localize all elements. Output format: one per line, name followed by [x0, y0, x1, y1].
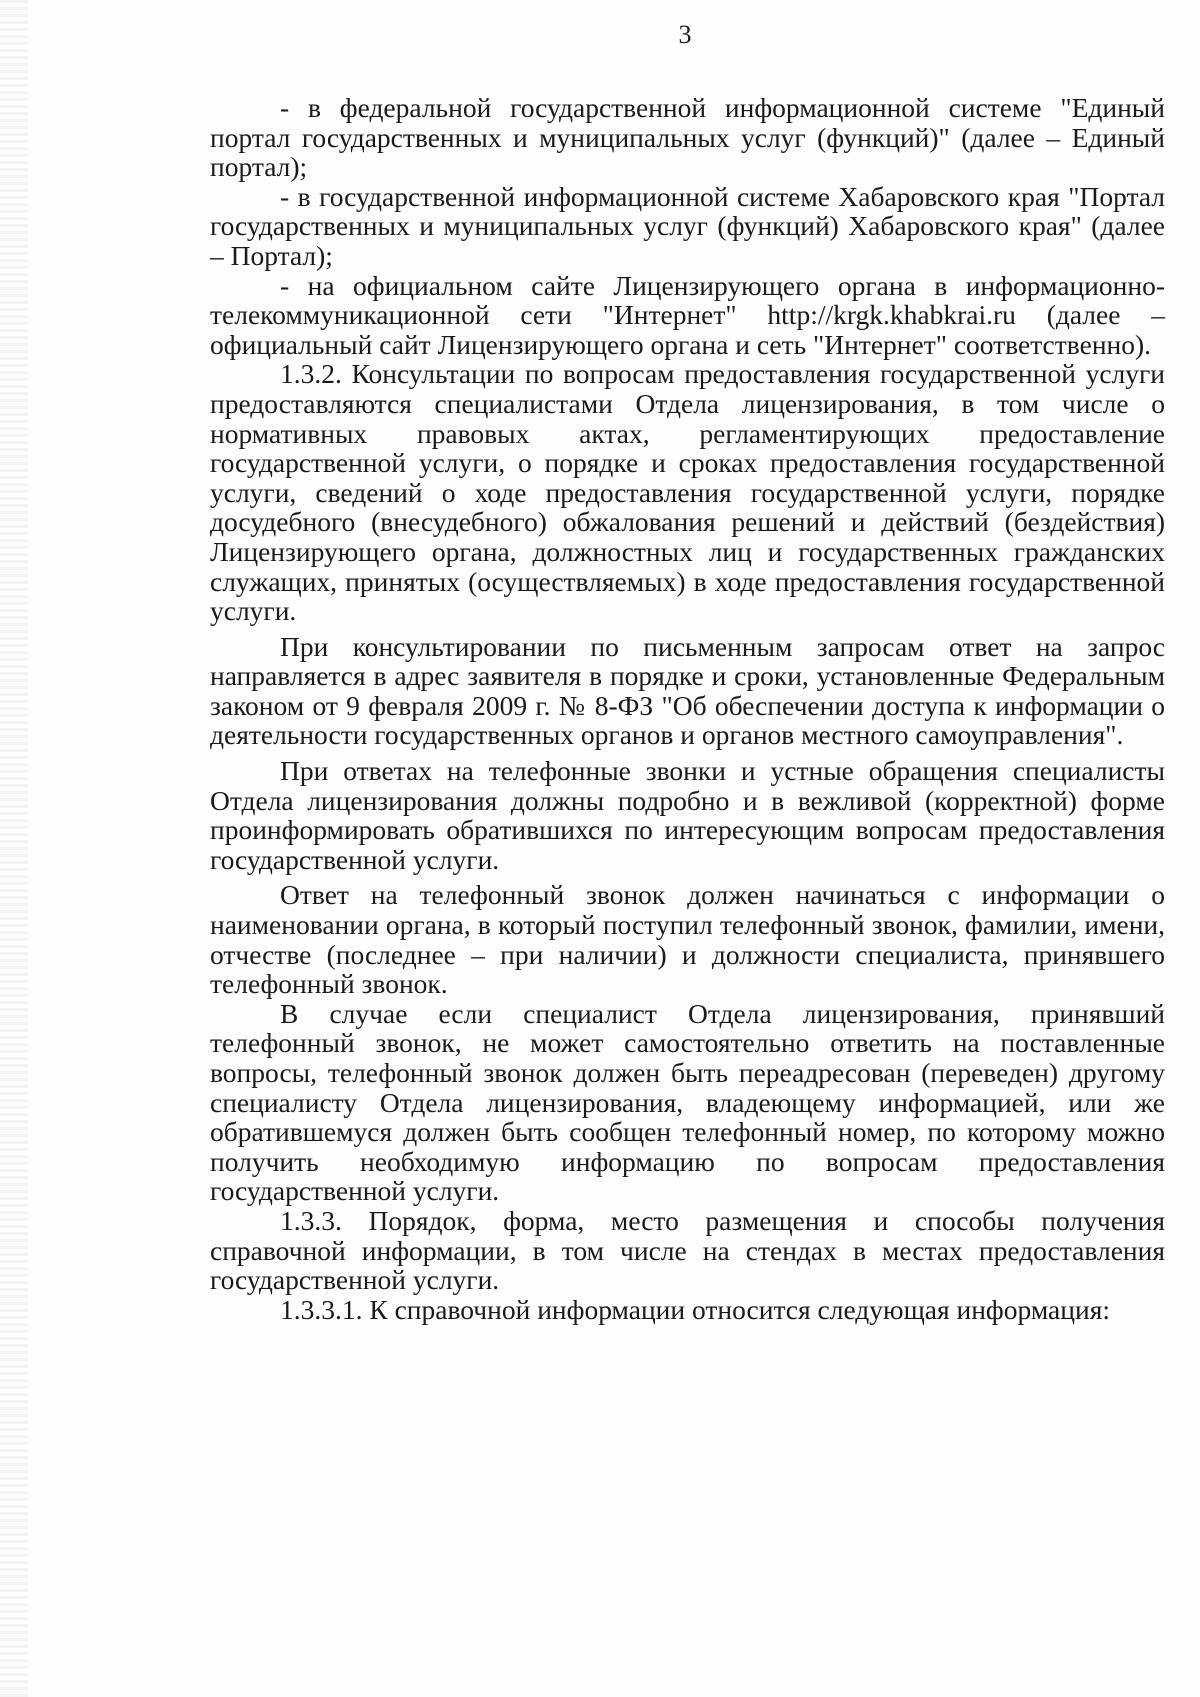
paragraph-call-answer: Ответ на телефонный звонок должен начинаться с информации о наименовании органа, в который поступил телефонный звонок, фамилии, имени, отчестве (последнее – при наличии) и должности специалиста, принявшего телефонный звонок. [210, 879, 1165, 1000]
paragraph-1-3-3-1-reference-list: 1.3.3.1. К справочной информации относится следующая информация: [280, 1293, 1110, 1325]
scan-edge-artifact [0, 0, 28, 1697]
paragraph-written-requests: При консультировании по письменным запросам ответ на запрос направляется в адрес заявителя в порядке и сроки, установленные Федеральным законом от 9 февраля 2009 г. № 8-ФЗ "Об обеспечении доступа к информации о деятельности государственных органов и органов местного самоуправления". [210, 630, 1165, 751]
document-body [210, 93, 1165, 1324]
paragraph-1-3-3-reference-info: 1.3.3. Порядок, форма, место размещения и способы получения справочной информации, в том числе на стендах в местах предоставления государственной услуги. [210, 1204, 1165, 1296]
paragraph-list-item-official-site: - на официальном сайте Лицензирующего органа в информационно-телекоммуникационной сети "Интернет" http://krgk.khabkrai.ru (далее – официальный сайт Лицензирующего органа и сеть "Интернет" соответственно). [210, 269, 1165, 360]
paragraph-list-item-regional-portal: - в государственной информационной системе Хабаровского края "Портал государственных и муниципальных услуг (функций) Хабаровского края" (далее – Портал); [210, 180, 1165, 271]
paragraph-phone-calls: При ответах на телефонные звонки и устные обращения специалисты Отдела лицензирования должны подробно и в вежливой (корректной) форме проинформировать обратившихся по интересующим вопросам предоставления государственной услуги. [210, 755, 1165, 875]
paragraph-call-redirect: В случае если специалист Отдела лицензирования, принявший телефонный звонок, не может самостоятельно ответить на поставленные вопросы, телефонный звонок должен быть переадресован (переведен) другому специалисту Отдела лицензирования, владеющему информацией, или же обратившемуся должен быть сообщен телефонный номер, по которому можно получить необходимую информацию по вопросам предоставления государственной услуги. [210, 997, 1165, 1207]
paragraph-1-3-2-consultations: 1.3.2. Консультации по вопросам предоставления государственной услуги предоставляются специалистами Отдела лицензирования, в том числе о нормативных правовых актах, регламентирующих предоставление государственной услуги, о порядке и сроках предоставления государственной услуги, сведений о ходе предоставления государственной услуги, порядке досудебного (внесудебного) обжалования решений и действий (бездействия) Лицензирующего органа, должностных лиц и государственных гражданских служащих, принятых (осуществляемых) в ходе предоставления государственной услуги. [210, 358, 1165, 627]
paragraph-list-item-unified-portal: - в федеральной государственной информационной системе "Единый портал государственных и муниципальных услуг (функций)" (далее – Единый портал); [210, 92, 1165, 183]
page-number: 3 [678, 20, 692, 49]
